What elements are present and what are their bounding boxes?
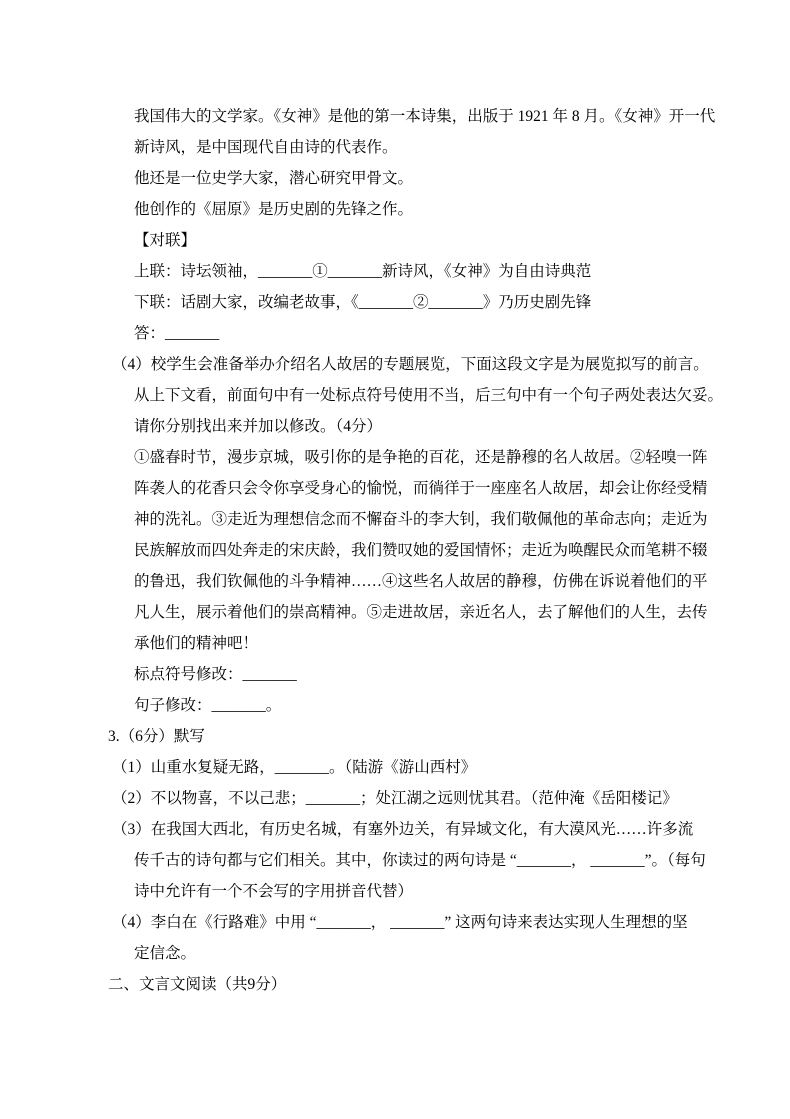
text-line-20: 句子修改：_______。: [134, 697, 282, 714]
text-line-18: 承他们的精神吧！: [134, 635, 259, 652]
text-line-3: 他还是一位史学大家，潜心研究甲骨文。: [134, 170, 414, 187]
text-line-17: 凡人生，展示着他们的崇高精神。⑤走进故居，亲近名人，去了解他们的人生，去传: [134, 604, 708, 621]
text-line-13: 阵袭人的花香只会令你享受身心的愉悦，而徜徉于一座座名人故居，却会让你经受精: [134, 480, 708, 497]
text-line-7: 下联：话剧大家，改编老故事，《_______②_______》乃历史剧先锋: [134, 294, 592, 311]
text-line-21: 3.（6分）默写: [108, 728, 205, 745]
text-line-8: 答：_______: [134, 325, 220, 342]
text-line-1: 我国伟大的文学家。《女神》是他的第一本诗集，出版于 1921 年 8 月。《女神》开一代: [134, 108, 716, 125]
text-line-5: 【对联】: [134, 232, 197, 249]
text-line-22: （1）山重水复疑无路，_______。（陆游《游山西村》: [112, 759, 477, 776]
text-line-14: 神的洗礼。③走近为理想信念而不懈奋斗的李大钊，我们敬佩他的革命志向；走近为: [134, 511, 708, 528]
document-body: [0, 101, 780, 1000]
text-line-6: 上联：诗坛领袖，_______①_______新诗风，《女神》为自由诗典范: [134, 263, 592, 280]
text-line-16: 的鲁迅，我们钦佩他的斗争精神……④这些名人故居的静穆，仿佛在诉说着他们的平: [134, 573, 708, 590]
text-line-12: ①盛春时节，漫步京城，吸引你的是争艳的百花，还是静穆的名人故居。②轻嗅一阵: [134, 449, 708, 466]
text-line-2: 新诗风，是中国现代自由诗的代表作。: [134, 139, 398, 156]
text-line-27: （4）李白在《行路难》中用 “_______， _______” 这两句诗来表达实现人生理想的坚: [112, 914, 688, 931]
text-line-28: 定信念。: [134, 945, 197, 962]
text-line-9: （4）校学生会准备举办介绍名人故居的专题展览，下面这段文字是为展览拟写的前言。: [112, 356, 709, 373]
text-line-26: 诗中允许有一个不会写的字用拼音代替）: [134, 883, 414, 900]
text-line-24: （3）在我国大西北，有历史名城，有塞外边关，有异域文化，有大漠风光……许多流: [112, 821, 694, 838]
text-line-23: （2）不以物喜，不以己悲；_______；处江湖之远则忧其君。（范仲淹《岳阳楼记》: [112, 790, 678, 807]
text-line-10: 从上下文看，前面句中有一处标点符号使用不当，后三句中有一个句子两处表达欠妥。: [134, 387, 724, 404]
text-line-25: 传千古的诗句都与它们相关。其中，你读过的两句诗是 “_______， _______”。（每句: [134, 852, 706, 869]
text-line-15: 民族解放而四处奔走的宋庆龄，我们赞叹她的爱国情怀；走近为唤醒民众而笔耕不辍: [134, 542, 708, 559]
text-line-29: 二、文言文阅读（共9分）: [108, 976, 287, 993]
text-line-11: 请你分别找出来并加以修改。（4分）: [134, 418, 383, 435]
text-line-19: 标点符号修改：_______: [134, 666, 297, 683]
text-line-4: 他创作的《屈原》是历史剧的先锋之作。: [134, 201, 414, 218]
